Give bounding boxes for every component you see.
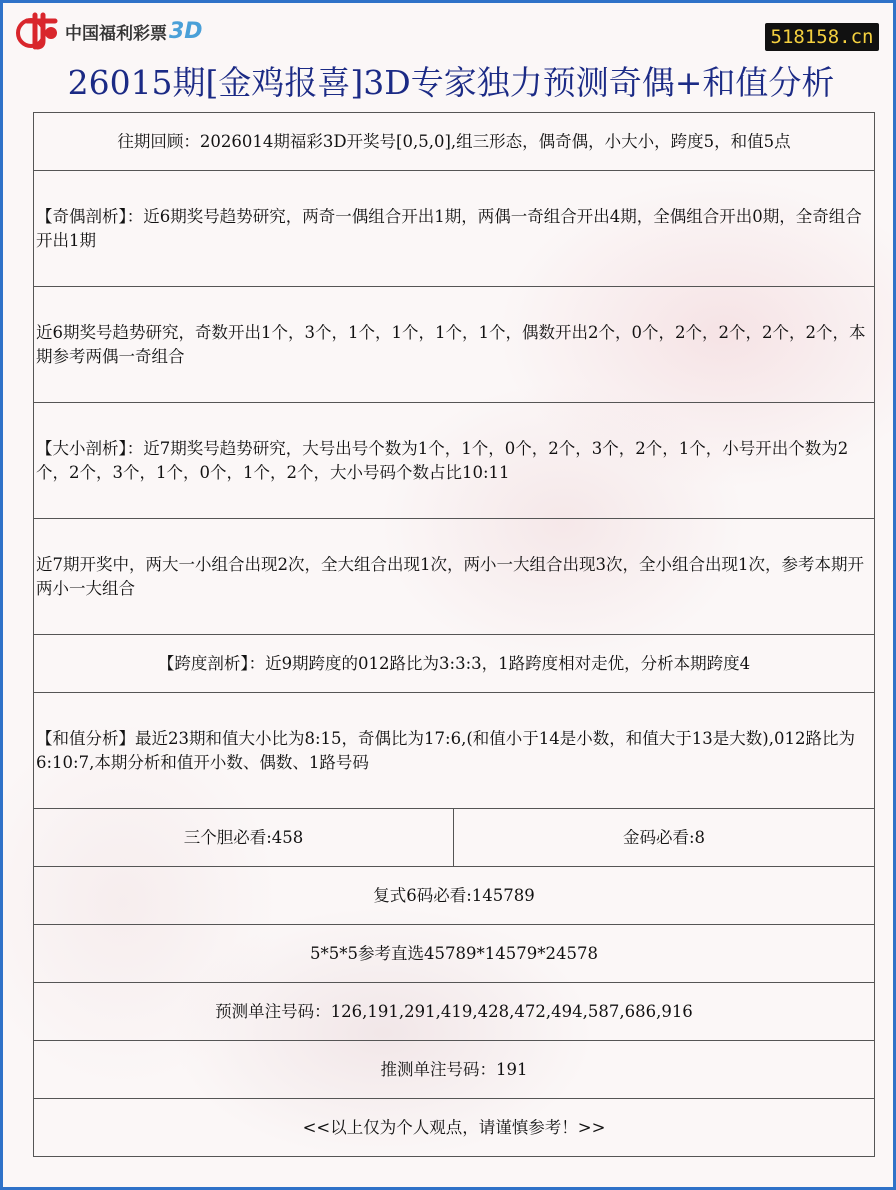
disclaimer-cell: <<以上仅为个人观点，请谨慎参考！>>: [34, 1099, 875, 1157]
sum-analysis-cell: 【和值分析】最近23期和值大小比为8:15，奇偶比为17:6,(和值小于14是小数，和值大于13是大数),012路比为6:10:7,本期分析和值开小数、偶数、1路号码: [34, 693, 875, 809]
three-dan-cell: 三个胆必看:458: [34, 809, 454, 867]
table-row: [34, 693, 875, 809]
logo-3d: 3D: [169, 18, 203, 44]
page-title: 26015期[金鸡报喜]3D专家独力预测奇偶+和值分析: [67, 63, 835, 102]
table-row: [34, 171, 875, 287]
table-row: [34, 287, 875, 403]
table-row: [34, 1041, 875, 1099]
analysis-table: [33, 112, 875, 1157]
direct-select-cell: 5*5*5参考直选45789*14579*24578: [34, 925, 875, 983]
table-row: [34, 809, 875, 867]
table-row: [34, 925, 875, 983]
table-row: [34, 1099, 875, 1157]
table-row: [34, 403, 875, 519]
big-small-analysis-cell: 【大小剖析】：近7期奖号趋势研究，大号出号个数为1个，1个，0个，2个，3个，2个，1个，小号开出个数为2个，2个，3个，1个，0个，1个，2个，大小号码个数占比10:11: [34, 403, 875, 519]
table-row: [34, 983, 875, 1041]
odd-even-analysis-cell: 【奇偶剖析】：近6期奖号趋势研究，两奇一偶组合开出1期，两偶一奇组合开出4期，全偶组合开出0期，全奇组合开出1期: [34, 171, 875, 287]
gold-code-cell: 金码必看:8: [454, 809, 875, 867]
review-cell: 往期回顾：2026014期福彩3D开奖号[0,5,0],组三形态，偶奇偶，小大小，跨度5，和值5点: [34, 113, 875, 171]
lottery-logo[interactable]: [15, 11, 203, 51]
logo-text: 中国福利彩票: [65, 23, 167, 44]
single-infer-cell: 推测单注号码：191: [34, 1041, 875, 1099]
compound-six-cell: 复式6码必看:145789: [34, 867, 875, 925]
table-row: [34, 867, 875, 925]
table-row: [34, 519, 875, 635]
table-row: [34, 113, 875, 171]
table-row: [34, 635, 875, 693]
site-badge[interactable]: 518158.cn: [765, 23, 879, 51]
single-predict-cell: 预测单注号码：126,191,291,419,428,472,494,587,686,916: [34, 983, 875, 1041]
span-analysis-cell: 【跨度剖析】：近9期跨度的012路比为3:3:3，1路跨度相对走优，分析本期跨度4: [34, 635, 875, 693]
welfare-lottery-logo-icon: [15, 11, 61, 51]
big-small-trend-cell: 近7期开奖中，两大一小组合出现2次，全大组合出现1次，两小一大组合出现3次，全小组合出现1次，参考本期开两小一大组合: [34, 519, 875, 635]
odd-even-trend-cell: 近6期奖号趋势研究，奇数开出1个，3个，1个，1个，1个，1个，偶数开出2个，0个，2个，2个，2个，2个，本期参考两偶一奇组合: [34, 287, 875, 403]
